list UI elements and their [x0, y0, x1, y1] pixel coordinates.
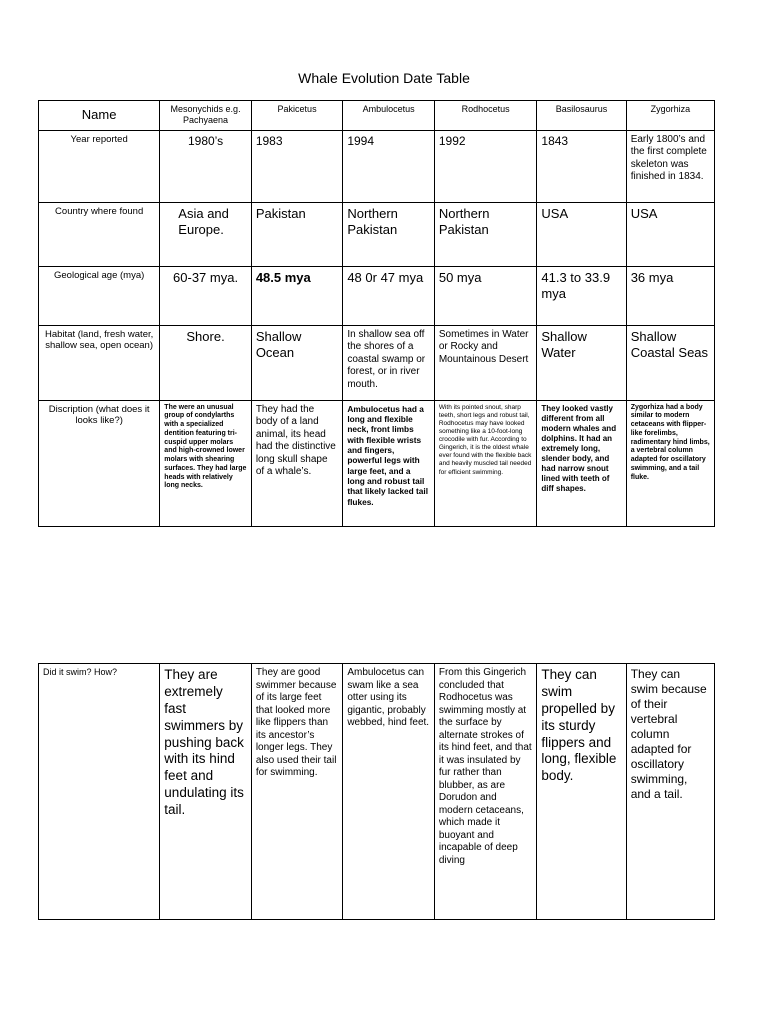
header-mesonychids: Mesonychids e.g. Pachyaena	[160, 101, 252, 131]
table-cell: 1994	[343, 130, 435, 202]
table-cell: They are extremely fast swimmers by pushing back with its hind feet and undulating its tail.	[160, 664, 252, 920]
table-cell: The were an unusual group of condylarths with a specialized dentition featuring tri-cuspid upper molars and high-crowned lower molars with shearing surfaces. They had large heads with relatively long necks.	[160, 400, 252, 526]
table-cell: Early 1800’s and the first complete skeleton was finished in 1834.	[626, 130, 714, 202]
row-swim	[39, 664, 715, 920]
table-cell: Ambulocetus had a long and flexible neck, front limbs with flexible wrists and fingers, powerful legs with large feet, and a long and robust tail that likely lacked tail flukes.	[343, 400, 435, 526]
header-basilosaurus: Basilosaurus	[537, 101, 626, 131]
table-cell: With its pointed snout, sharp teeth, short legs and robust tail, Rodhocetus may have looked something like a 10-foot-long crocodile with fur. According to Gingerich, it is the oldest whale ever found with the flexible back and heavily muscled tail needed for efficient swimming.	[434, 400, 537, 526]
table-cell: 36 mya	[626, 266, 714, 325]
row-label: Country where found	[39, 202, 160, 266]
row-label: Year reported	[39, 130, 160, 202]
table-cell: 50 mya	[434, 266, 537, 325]
header-row	[39, 101, 715, 131]
table-cell: From this Gingerich concluded that Rodhocetus was swimming mostly at the surface by alternate strokes of its hind feet, and that it was insulated by fur rather than blubber, as are Dorudon and modern cetaceans, which made it buoyant and incapable of deep diving	[434, 664, 537, 920]
header-zygorhiza: Zygorhiza	[626, 101, 714, 131]
table-cell: Shallow Ocean	[251, 325, 343, 400]
table-cell: They had the body of a land animal, its head had the distinctive long skull shape of a whale’s.	[251, 400, 343, 526]
table-cell: In shallow sea off the shores of a coastal swamp or forest, or in river mouth.	[343, 325, 435, 400]
table-cell: Pakistan	[251, 202, 343, 266]
row-label: Geological age (mya)	[39, 266, 160, 325]
table-cell: 1983	[251, 130, 343, 202]
table-cell: Northern Pakistan	[434, 202, 537, 266]
header-rodhocetus: Rodhocetus	[434, 101, 537, 131]
row-year-reported	[39, 130, 715, 202]
table-cell: 60-37 mya.	[160, 266, 252, 325]
table-cell: 48.5 mya	[251, 266, 343, 325]
row-geological-age	[39, 266, 715, 325]
table-cell: Shore.	[160, 325, 252, 400]
header-pakicetus: Pakicetus	[251, 101, 343, 131]
table-cell: USA	[626, 202, 714, 266]
table-cell: Ambulocetus can swam like a sea otter using its gigantic, probably webbed, hind feet.	[343, 664, 435, 920]
row-country-found	[39, 202, 715, 266]
row-label: Habitat (land, fresh water, shallow sea, open ocean)	[39, 325, 160, 400]
table-cell: 1980’s	[160, 130, 252, 202]
page-title: Whale Evolution Date Table	[298, 70, 470, 86]
table-cell: Sometimes in Water or Rocky and Mountainous Desert	[434, 325, 537, 400]
row-description	[39, 400, 715, 526]
whale-evolution-table	[38, 100, 715, 527]
table-cell: They are good swimmer because of its large feet that looked more like flippers than its ancestor’s longer legs. They also used their tail for swimming.	[251, 664, 343, 920]
table-cell: Shallow Coastal Seas	[626, 325, 714, 400]
table-cell: Zygorhiza had a body similar to modern cetaceans with flipper-like forelimbs, radimentary hind limbs, a vertebral column adapted for oscillatory swimming, and a tail fluke.	[626, 400, 714, 526]
table-cell: They can swim propelled by its sturdy flippers and long, flexible body.	[537, 664, 626, 920]
row-label: Did it swim? How?	[39, 664, 160, 920]
row-label: Discription (what does it looks like?)	[39, 400, 160, 526]
table-cell: 1992	[434, 130, 537, 202]
table-cell: They looked vastly different from all modern whales and dolphins. It had an extremely long, slender body, and had narrow snout lined with teeth of diff shapes.	[537, 400, 626, 526]
header-ambulocetus: Ambulocetus	[343, 101, 435, 131]
header-name: Name	[39, 101, 160, 131]
table-cell: 1843	[537, 130, 626, 202]
table-cell: Shallow Water	[537, 325, 626, 400]
table-cell: USA	[537, 202, 626, 266]
table-cell: Northern Pakistan	[343, 202, 435, 266]
table-cell: They can swim because of their vertebral column adapted for oscillatory swimming, and a tail.	[626, 664, 714, 920]
table-cell: 48 0r 47 mya	[343, 266, 435, 325]
table-cell: 41.3 to 33.9 mya	[537, 266, 626, 325]
row-habitat	[39, 325, 715, 400]
table-cell: Asia and Europe.	[160, 202, 252, 266]
swim-table	[38, 663, 715, 920]
